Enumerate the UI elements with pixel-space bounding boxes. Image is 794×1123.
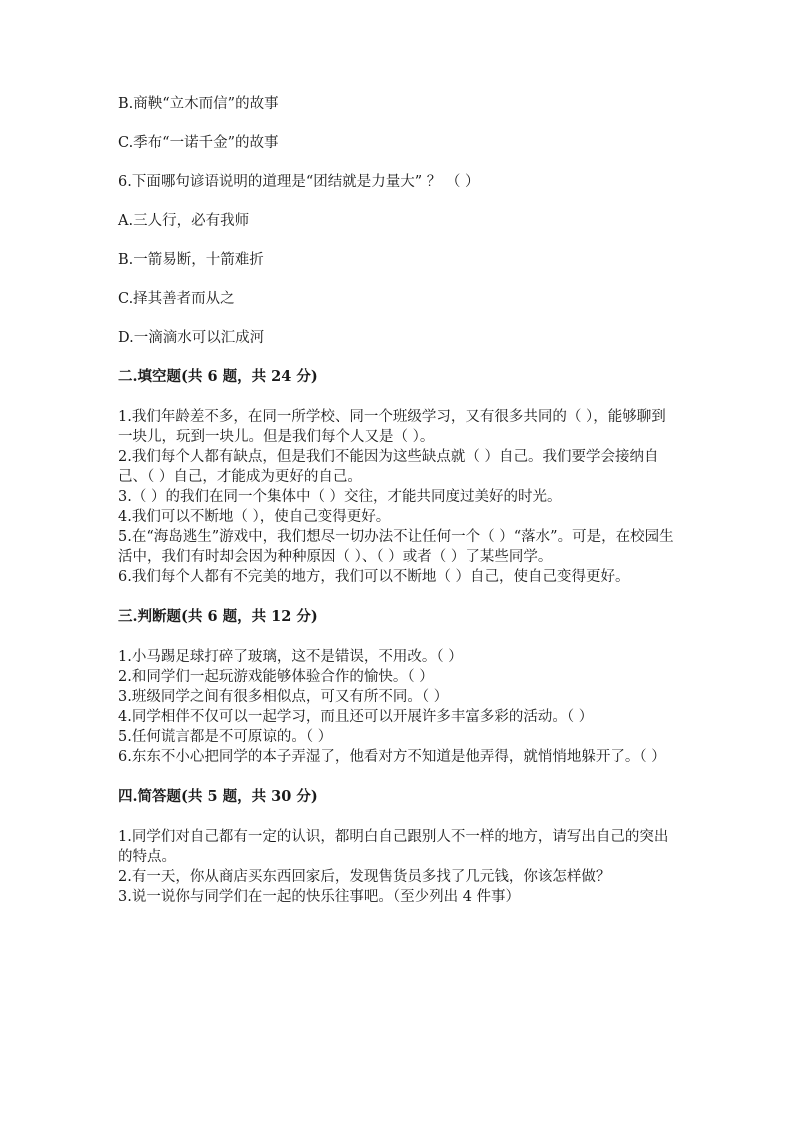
true-false-item-1: 1.小马踢足球打碎了玻璃，这不是错误，不用改。（ ）: [118, 649, 463, 665]
fill-in-item-6: 6.我们每个人都有不完美的地方，我们可以不断地（ ）自己，使自己变得更好。: [118, 569, 630, 585]
section-title-short-answer: 四.简答题(共 5 题，共 30 分): [118, 788, 318, 805]
true-false-questions: [118, 647, 678, 767]
exam-content: [118, 94, 678, 907]
true-false-item-3: 3.班级同学之间有很多相似点，可又有所不同。（ ）: [118, 689, 449, 705]
q6-option-b: B.一箭易断，十箭难折: [118, 252, 264, 268]
fill-in-item-2: 2.我们每个人都有缺点，但是我们不能因为这些缺点就（ ）自己。我们要学会接纳自己、（ ）自己，才能成为更好的自己。: [118, 449, 659, 485]
fill-in-item-1: 1.我们年龄差不多，在同一所学校、同一个班级学习，又有很多共同的（ ），能够聊到一块儿，玩到一块儿。但是我们每个人又是（ ）。: [118, 409, 666, 445]
fill-in-item-3: 3.（ ）的我们在同一个集体中（ ）交往，才能共同度过美好的时光。: [118, 489, 562, 505]
short-answer-item-3: 3.说一说你与同学们在一起的快乐往事吧。（至少列出 4 件事）: [118, 889, 521, 905]
true-false-item-5: 5.任何谎言都是不可原谅的。（ ）: [118, 729, 333, 745]
section-title-fill-in: 二.填空题(共 6 题，共 24 分): [118, 368, 318, 385]
fill-in-item-4: 4.我们可以不断地（ ），使自己变得更好。: [118, 509, 391, 525]
short-answer-questions: [118, 827, 678, 907]
short-answer-item-1: 1.同学们对自己都有一定的认识，都明白自己跟别人不一样的地方，请写出自己的突出的特点。: [118, 829, 669, 865]
true-false-item-4: 4.同学相伴不仅可以一起学习，而且还可以开展许多丰富多彩的活动。（ ）: [118, 709, 594, 725]
true-false-item-6: 6.东东不小心把同学的本子弄湿了，他看对方不知道是他弄得，就悄悄地躲开了。（ ）: [118, 749, 666, 765]
q6-option-d: D.一滴滴水可以汇成河: [118, 330, 265, 346]
fill-in-item-5: 5.在“海岛逃生”游戏中，我们想尽一切办法不让任何一个（ ）“落水”。可是，在校园生活中，我们有时却会因为种种原因（ ）、（ ）或者（ ）了某些同学。: [118, 529, 674, 565]
short-answer-item-2: 2.有一天，你从商店买东西回家后，发现售货员多找了几元钱，你该怎样做？: [118, 869, 611, 885]
section-title-true-false: 三.判断题(共 6 题，共 12 分): [118, 608, 318, 625]
q6-option-a: A.三人行，必有我师: [118, 213, 250, 229]
q6-option-c: C.择其善者而从之: [118, 291, 235, 307]
q5-option-b: B.商鞅“立木而信”的故事: [118, 96, 279, 112]
q6-stem: 6.下面哪句谚语说明的道理是“团结就是力量大” ？ （ ）: [118, 174, 480, 190]
q5-option-c: C.季布“一诺千金”的故事: [118, 135, 279, 151]
fill-in-questions: [118, 407, 678, 587]
true-false-item-2: 2.和同学们一起玩游戏能够体验合作的愉快。（ ）: [118, 669, 434, 685]
